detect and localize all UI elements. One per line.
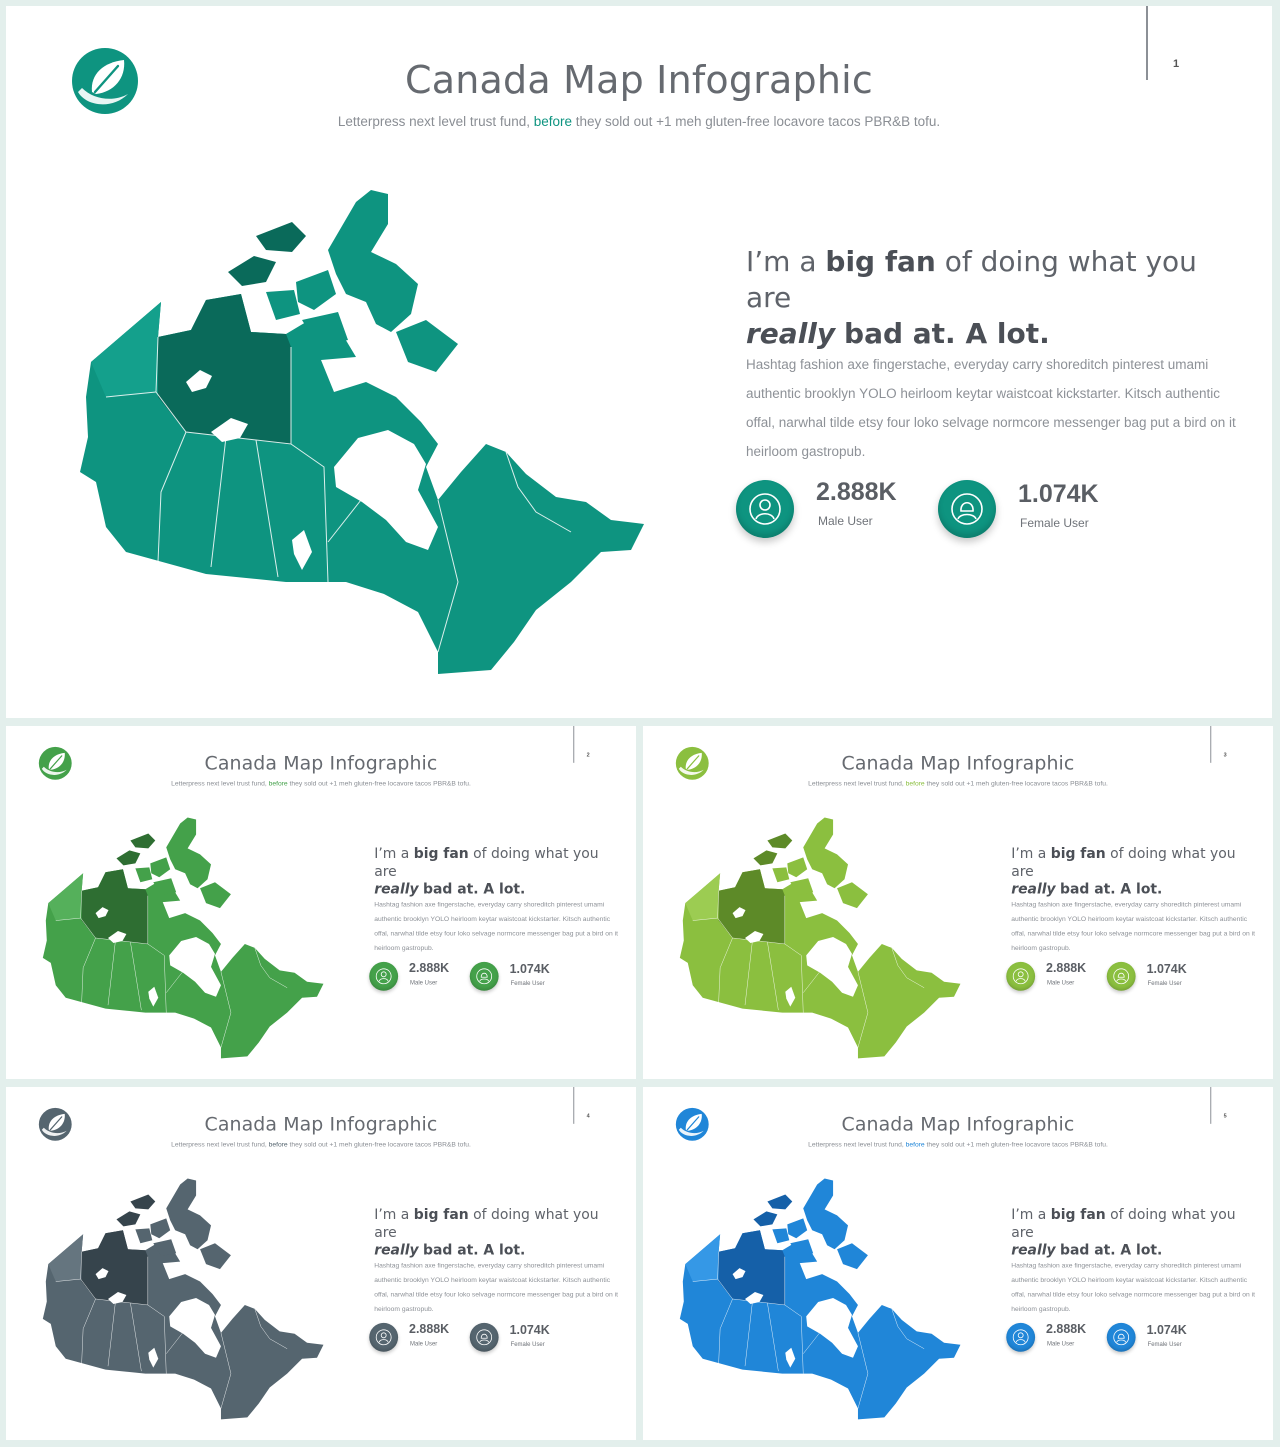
headline-italic: really [1011, 880, 1056, 898]
headline-italic: really [374, 1241, 419, 1259]
page-subtitle [643, 780, 1273, 787]
male-user-count: 2.888K [816, 478, 897, 506]
user-icon [1006, 1323, 1035, 1352]
female-user-label: Female User [1147, 979, 1182, 987]
page-subtitle [643, 1141, 1273, 1148]
page-number-divider [1210, 1087, 1211, 1124]
arctic-island-1 [116, 850, 140, 865]
canada-map [36, 814, 330, 1063]
arctic-island-4 [135, 867, 152, 882]
page-subtitle [6, 780, 636, 787]
subtitle-highlight: before [533, 114, 573, 129]
male-user-label: Male User [410, 1339, 438, 1347]
female-user-count: 1.074K [509, 1322, 550, 1337]
headline-text-2: of doing what you are [746, 245, 1197, 314]
arctic-island-4 [772, 1228, 789, 1243]
headline-text-2: of doing what you are [374, 844, 599, 880]
subtitle-text-end: they sold out +1 meh gluten-free locavore tacos PBR&B tofu. [289, 779, 471, 788]
canada-map [66, 182, 656, 682]
arctic-island-1 [753, 850, 777, 865]
headline-emphasis: big fan [413, 1205, 469, 1223]
subtitle-text: Letterpress next level trust fund, [808, 779, 904, 788]
page-title: Canada Map Infographic [841, 1112, 1075, 1135]
headline-emphasis: big fan [1050, 844, 1106, 862]
page-number: 4 [586, 1112, 590, 1119]
page-number-divider [573, 1087, 574, 1124]
male-user-label: Male User [1047, 1339, 1075, 1347]
male-user-label: Male User [818, 514, 873, 528]
page-number-divider [1210, 726, 1211, 763]
body-paragraph: Hashtag fashion axe fingerstache, everyday carry shoreditch pinterest umami authentic brooklyn YOLO heirloom keytar waistcoat kickstarter. Kitsch authentic offal, narwhal tilde etsy four loko selvage normcore messenger bag put a bird on it heirloom gastropub. [374, 900, 618, 952]
female-user-count: 1.074K [509, 961, 550, 976]
canada-map [36, 1175, 330, 1424]
subtitle-text: Letterpress next level trust fund, [808, 1140, 904, 1149]
arctic-islands [803, 1179, 848, 1250]
subtitle-text: Letterpress next level trust fund, [171, 1140, 267, 1149]
arctic-islands [166, 1179, 211, 1250]
body-paragraph: Hashtag fashion axe fingerstache, everyday carry shoreditch pinterest umami authentic brooklyn YOLO heirloom keytar waistcoat kickstarter. Kitsch authentic offal, narwhal tilde etsy four loko selvage normcore messenger bag put a bird on it heirloom gastropub. [746, 357, 1236, 459]
arctic-island-2 [130, 1194, 155, 1209]
arctic-island-6 [837, 882, 868, 908]
slide-1 [6, 6, 1272, 718]
headline [1011, 844, 1260, 898]
female-user-label: Female User [510, 979, 545, 987]
subtitle-text-end: they sold out +1 meh gluten-free locavore tacos PBR&B tofu. [575, 114, 941, 129]
page-number: 3 [1223, 751, 1227, 758]
user-icon [736, 480, 794, 538]
arctic-island-2 [256, 222, 306, 252]
page-title: Canada Map Infographic [405, 58, 873, 102]
body-paragraph: Hashtag fashion axe fingerstache, everyday carry shoreditch pinterest umami authentic brooklyn YOLO heirloom keytar waistcoat kickstarter. Kitsch authentic offal, narwhal tilde etsy four loko selvage normcore messenger bag put a bird on it heirloom gastropub. [1011, 900, 1255, 952]
subtitle-text-end: they sold out +1 meh gluten-free locavore tacos PBR&B tofu. [926, 779, 1108, 788]
subtitle-highlight: before [905, 1140, 925, 1149]
page-title: Canada Map Infographic [841, 751, 1075, 774]
yukon-territory [48, 873, 83, 920]
subtitle-highlight: before [268, 779, 288, 788]
arctic-island-2 [130, 833, 155, 848]
headline-emphasis: big fan [413, 844, 469, 862]
subtitle-highlight: before [268, 1140, 288, 1149]
female-user-count: 1.074K [1146, 1322, 1187, 1337]
arctic-island-3 [787, 1218, 807, 1238]
female-user-icon [938, 480, 996, 538]
page-subtitle [6, 114, 1272, 129]
arctic-islands [166, 818, 211, 889]
female-user-icon [470, 1323, 499, 1352]
page-subtitle [6, 1141, 636, 1148]
female-user-label: Female User [1020, 516, 1089, 530]
slide-5 [643, 1087, 1273, 1440]
canada-map [673, 814, 967, 1063]
yukon-territory [685, 873, 720, 920]
headline-text-1: I’m a [374, 1205, 410, 1223]
headline-italic: really [746, 317, 836, 350]
headline-italic: really [374, 880, 419, 898]
arctic-islands [803, 818, 848, 889]
headline-text-1: I’m a [374, 844, 410, 862]
headline [374, 1205, 623, 1259]
male-user-label: Male User [1047, 978, 1075, 986]
female-user-label: Female User [1147, 1340, 1182, 1348]
headline [746, 244, 1246, 352]
arctic-island-4 [266, 290, 300, 320]
headline-emphasis: big fan [1050, 1205, 1106, 1223]
arctic-islands [328, 190, 418, 332]
subtitle-text-end: they sold out +1 meh gluten-free locavore tacos PBR&B tofu. [289, 1140, 471, 1149]
body-paragraph: Hashtag fashion axe fingerstache, everyday carry shoreditch pinterest umami authentic brooklyn YOLO heirloom keytar waistcoat kickstarter. Kitsch authentic offal, narwhal tilde etsy four loko selvage normcore messenger bag put a bird on it heirloom gastropub. [1011, 1261, 1255, 1313]
headline-text-3: bad at. A lot. [1060, 880, 1163, 898]
arctic-island-3 [787, 857, 807, 877]
page-number: 1 [1172, 58, 1180, 70]
yukon-territory [91, 302, 161, 397]
page-number: 2 [586, 751, 590, 758]
user-icon [369, 962, 398, 991]
page-number: 5 [1223, 1112, 1227, 1119]
user-icon [369, 1323, 398, 1352]
headline-text-3: bad at. A lot. [1060, 1241, 1163, 1259]
arctic-island-2 [767, 833, 792, 848]
arctic-island-1 [753, 1211, 777, 1226]
arctic-island-4 [135, 1228, 152, 1243]
yukon-territory [48, 1234, 83, 1281]
arctic-island-4 [772, 867, 789, 882]
arctic-island-6 [837, 1243, 868, 1269]
subtitle-text: Letterpress next level trust fund, [337, 114, 530, 129]
arctic-island-6 [396, 320, 458, 372]
headline-text-1: I’m a [1011, 1205, 1047, 1223]
male-user-count: 2.888K [409, 1321, 450, 1336]
arctic-island-2 [767, 1194, 792, 1209]
male-user-label: Male User [410, 978, 438, 986]
arctic-island-1 [116, 1211, 140, 1226]
slide-2 [6, 726, 636, 1079]
female-user-count: 1.074K [1146, 961, 1187, 976]
headline-text-1: I’m a [1011, 844, 1047, 862]
headline-text-1: I’m a [746, 245, 817, 278]
yukon-territory [685, 1234, 720, 1281]
subtitle-text-end: they sold out +1 meh gluten-free locavore tacos PBR&B tofu. [926, 1140, 1108, 1149]
canada-map [673, 1175, 967, 1424]
female-user-icon [470, 962, 499, 991]
male-user-count: 2.888K [409, 960, 450, 975]
female-user-count: 1.074K [1018, 480, 1099, 508]
arctic-island-1 [228, 256, 276, 286]
slide-4 [6, 1087, 636, 1440]
arctic-island-3 [296, 270, 336, 310]
subtitle-highlight: before [905, 779, 925, 788]
male-user-count: 2.888K [1046, 1321, 1087, 1336]
headline-text-3: bad at. A lot. [423, 880, 526, 898]
headline [1011, 1205, 1260, 1259]
arctic-island-6 [200, 882, 231, 908]
female-user-label: Female User [510, 1340, 545, 1348]
headline-text-2: of doing what you are [1011, 1205, 1236, 1241]
arctic-island-3 [150, 857, 170, 877]
headline-text-3: bad at. A lot. [423, 1241, 526, 1259]
subtitle-text: Letterpress next level trust fund, [171, 779, 267, 788]
page-number-divider [1146, 6, 1148, 80]
male-user-count: 2.888K [1046, 960, 1087, 975]
arctic-island-6 [200, 1243, 231, 1269]
headline [374, 844, 623, 898]
headline-text-2: of doing what you are [374, 1205, 599, 1241]
headline-text-2: of doing what you are [1011, 844, 1236, 880]
headline-italic: really [1011, 1241, 1056, 1259]
page-number-divider [573, 726, 574, 763]
female-user-icon [1107, 1323, 1136, 1352]
slide-3 [643, 726, 1273, 1079]
page-title: Canada Map Infographic [204, 1112, 438, 1135]
female-user-icon [1107, 962, 1136, 991]
headline-text-3: bad at. A lot. [844, 317, 1050, 350]
headline-emphasis: big fan [825, 245, 936, 278]
page-title: Canada Map Infographic [204, 751, 438, 774]
body-paragraph: Hashtag fashion axe fingerstache, everyday carry shoreditch pinterest umami authentic brooklyn YOLO heirloom keytar waistcoat kickstarter. Kitsch authentic offal, narwhal tilde etsy four loko selvage normcore messenger bag put a bird on it heirloom gastropub. [374, 1261, 618, 1313]
arctic-island-3 [150, 1218, 170, 1238]
user-icon [1006, 962, 1035, 991]
